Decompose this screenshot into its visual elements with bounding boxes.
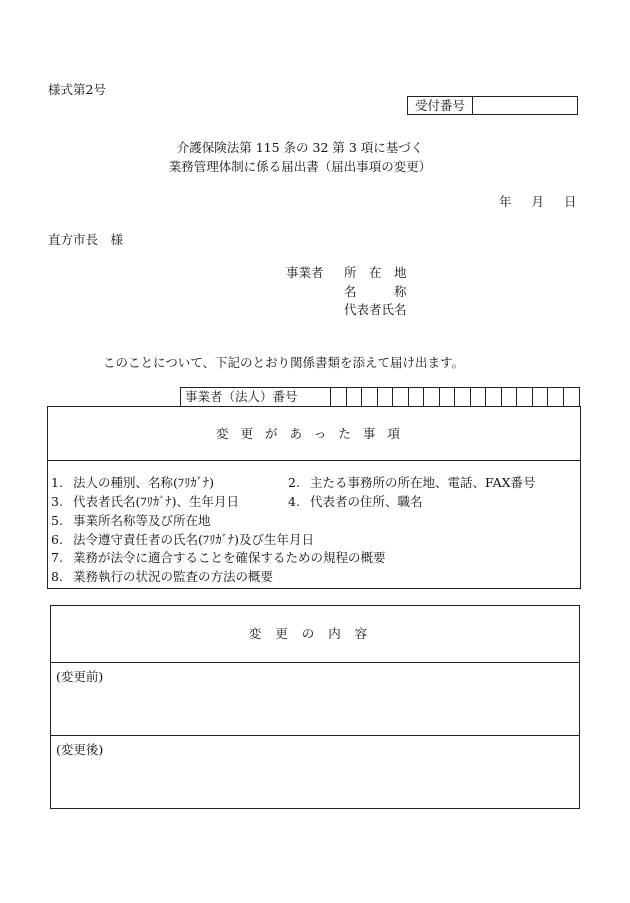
business-number-cell[interactable] [564, 388, 580, 406]
business-number-cell[interactable] [409, 388, 425, 406]
intro-text: このことについて、下記のとおり関係書類を添えて届け出ます。 [103, 355, 465, 370]
before-change-label: (変更前) [56, 669, 104, 684]
business-number-cell[interactable] [548, 388, 564, 406]
business-number-cell[interactable] [378, 388, 394, 406]
change-item-number: 6. [51, 532, 63, 547]
business-number-cell[interactable] [486, 388, 502, 406]
change-item[interactable] [288, 492, 423, 510]
change-item-number: 7. [51, 550, 63, 565]
change-item[interactable] [51, 473, 214, 491]
change-item-text: 法令遵守責任者の氏名(ﾌﾘｶﾞﾅ)及び生年月日 [73, 532, 315, 547]
business-number-cell[interactable] [362, 388, 378, 406]
date-line [499, 192, 577, 210]
change-item-text: 代表者氏名(ﾌﾘｶﾞﾅ)、生年月日 [73, 494, 240, 509]
business-number-cell[interactable] [502, 388, 518, 406]
date-month-label: 月 [531, 194, 545, 209]
date-day-label: 日 [564, 194, 577, 209]
applicant-representative-label: 代表者氏名 [344, 302, 407, 317]
addressee: 直方市長 様 [48, 232, 124, 247]
business-number-cell[interactable] [331, 388, 347, 406]
change-item-number: 3. [51, 494, 63, 509]
change-item-number: 5. [51, 513, 63, 528]
business-number-label: 事業者（法人）番号 [181, 388, 331, 406]
business-number-cell[interactable] [517, 388, 533, 406]
change-item[interactable] [51, 511, 211, 529]
business-number-row [180, 387, 580, 406]
change-item-number: 1. [51, 475, 63, 490]
document-title-line2: 業務管理体制に係る届出書（届出事項の変更） [168, 159, 432, 174]
business-number-cell[interactable] [455, 388, 471, 406]
business-number-cell[interactable] [533, 388, 549, 406]
change-item-text: 主たる事務所の所在地、電話、FAX番号 [310, 475, 536, 490]
change-content-box [50, 605, 580, 809]
change-item-text: 事業所名称等及び所在地 [73, 513, 211, 528]
change-item-number: 4. [288, 494, 300, 509]
change-item-number: 2. [288, 475, 300, 490]
change-item-text: 法人の種別、名称(ﾌﾘｶﾞﾅ) [73, 475, 215, 490]
after-change-label: (変更後) [56, 742, 104, 757]
after-change-field[interactable] [51, 736, 579, 762]
business-number-cell[interactable] [471, 388, 487, 406]
date-year-label: 年 [499, 194, 512, 209]
document-title-line1: 介護保険法第 115 条の 32 第 3 項に基づく [176, 140, 424, 155]
change-item-number: 8. [51, 569, 63, 584]
applicant-address-label: 所 在 地 [344, 265, 407, 280]
business-number-cell[interactable] [440, 388, 456, 406]
receipt-number-field[interactable] [473, 97, 577, 114]
form-number: 様式第2号 [48, 82, 106, 97]
change-item[interactable] [288, 473, 536, 491]
business-number-cell[interactable] [393, 388, 409, 406]
applicant-label: 事業者 [286, 265, 324, 280]
change-item[interactable] [51, 548, 386, 566]
applicant-name-label: 名 称 [344, 284, 407, 299]
change-item-text: 業務執行の状況の監査の方法の概要 [73, 569, 274, 584]
before-change-field[interactable] [51, 663, 579, 736]
change-item-text: 代表者の住所、職名 [310, 494, 423, 509]
receipt-number-label: 受付番号 [408, 97, 473, 114]
change-item[interactable] [51, 492, 239, 510]
changed-items-heading: 変更があった事項 [48, 407, 580, 461]
change-content-heading: 変更の内容 [51, 606, 579, 663]
business-number-cell[interactable] [347, 388, 363, 406]
receipt-number-box [407, 96, 578, 115]
change-item[interactable] [51, 530, 314, 548]
change-item-text: 業務が法令に適合することを確保するための規程の概要 [73, 550, 386, 565]
business-number-cell[interactable] [424, 388, 440, 406]
changed-items-box [47, 406, 581, 589]
change-item[interactable] [51, 567, 273, 585]
